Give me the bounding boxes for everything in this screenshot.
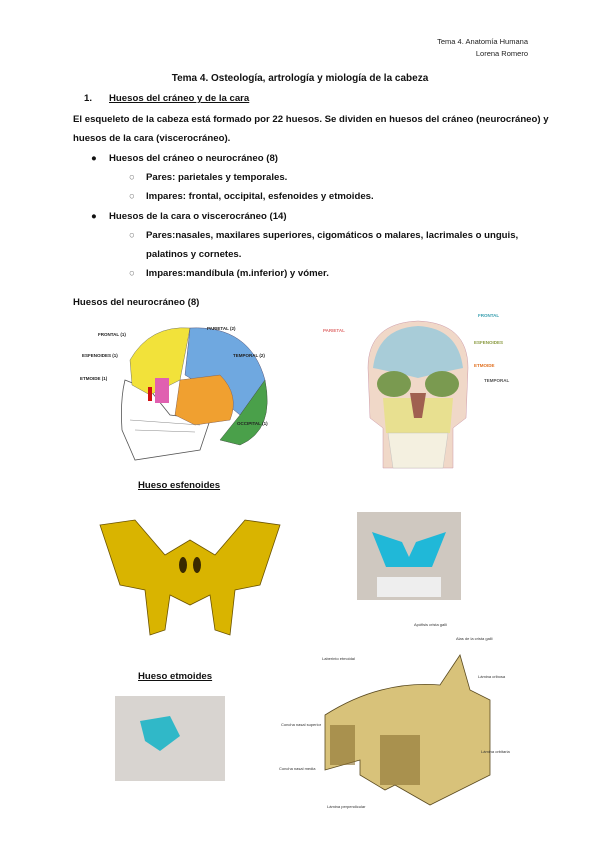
sub-bullet-continued: palatinos y cornetes. bbox=[146, 249, 242, 260]
bullet-icon: ● bbox=[91, 153, 97, 164]
label-etmoide: ETMOIDE (1) bbox=[80, 376, 108, 381]
sphenoid-figure bbox=[95, 515, 285, 645]
label-frontal: FRONTAL (1) bbox=[98, 332, 126, 337]
intro-line-1: El esqueleto de la cabeza está formado por 22 huesos. Se dividen en huesos del cráneo (neurocráneo) y bbox=[73, 114, 549, 125]
neuro-heading: Huesos del neurocráneo (8) bbox=[73, 297, 200, 308]
label-lamina-orbitaria: Lámina orbitaria bbox=[481, 749, 510, 754]
section-number: 1. bbox=[84, 93, 93, 104]
label-concha-media: Concha nasal media bbox=[279, 766, 316, 771]
section-heading: Huesos del cráneo y de la cara bbox=[109, 93, 250, 104]
sub-bullet: Pares:nasales, maxilares superiores, cigomáticos o malares, lacrimales o unguis, bbox=[146, 230, 519, 241]
sub-bullet: Pares: parietales y temporales. bbox=[146, 172, 288, 183]
page-title: Tema 4. Osteología, artrología y miología de la cabeza bbox=[171, 73, 429, 84]
sphenoid-heading: Hueso esfenoides bbox=[138, 480, 221, 491]
label-occipital: OCCIPITAL (1) bbox=[237, 421, 268, 426]
label-alas-crista: Alas de la crista galli bbox=[456, 636, 493, 641]
label-temporal: TEMPORAL (2) bbox=[233, 353, 265, 358]
bullet-icon: ● bbox=[91, 211, 97, 222]
ethmoid-heading: Hueso etmoides bbox=[138, 671, 213, 682]
sub-bullet: Impares: frontal, occipital, esfenoides y etmoides. bbox=[146, 191, 374, 202]
bullet-viscerocraneo: Huesos de la cara o viscerocráneo (14) bbox=[109, 211, 287, 222]
label-parietal: PARIETAL (2) bbox=[207, 326, 236, 331]
label-parietal: PARIETAL bbox=[323, 328, 345, 333]
header-author: Lorena Romero bbox=[475, 49, 528, 58]
label-etmoide: ETMOIDE bbox=[474, 363, 495, 368]
label-lamina-perpendicular: Lámina perpendicular bbox=[327, 804, 366, 809]
header-course: Tema 4. Anatomía Humana bbox=[437, 37, 528, 46]
circle-bullet-icon: ○ bbox=[129, 268, 135, 279]
label-laberinto: Laberinto etmoidal bbox=[322, 656, 355, 661]
sub-bullet: Impares:mandíbula (m.inferior) y vómer. bbox=[146, 268, 329, 279]
ethmoid-skull-photo bbox=[115, 696, 225, 781]
label-esfenoides: ESFENOIDES (1) bbox=[82, 353, 118, 358]
label-concha-superior: Concha nasal superior bbox=[281, 722, 322, 727]
label-crista-galli: Apófisis crista galli bbox=[414, 622, 447, 627]
ethmoid-figure bbox=[320, 635, 500, 810]
intro-line-2: huesos de la cara (viscerocráneo). bbox=[73, 133, 231, 144]
circle-bullet-icon: ○ bbox=[129, 172, 135, 183]
label-lamina-cribosa: Lámina cribosa bbox=[478, 674, 506, 679]
circle-bullet-icon: ○ bbox=[129, 230, 135, 241]
label-frontal: FRONTAL bbox=[478, 313, 500, 318]
label-temporal: TEMPORAL bbox=[484, 378, 510, 383]
label-esfenoides: ESFENOIDES bbox=[474, 340, 504, 345]
circle-bullet-icon: ○ bbox=[129, 191, 135, 202]
sphenoid-skull-photo bbox=[357, 512, 461, 600]
bullet-neurocraneo: Huesos del cráneo o neurocráneo (8) bbox=[109, 153, 279, 164]
